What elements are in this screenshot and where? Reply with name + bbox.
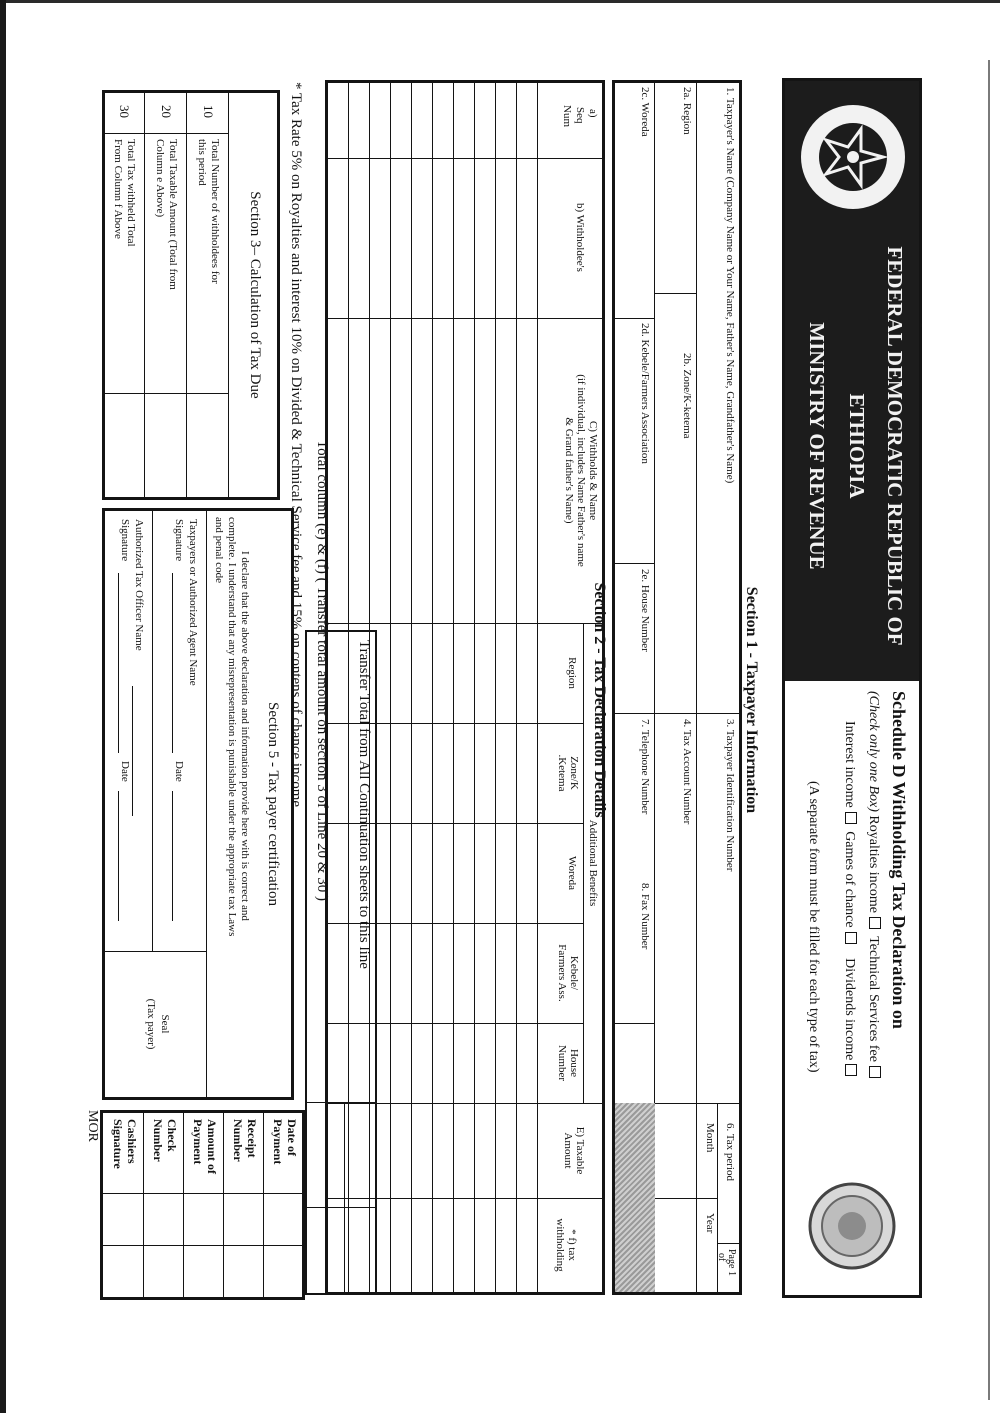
dividends-checkbox[interactable] <box>845 1064 857 1076</box>
cashier-signature-label-1: Cashiers <box>125 1119 139 1164</box>
header-title-line1: FEDERAL DEMOCRATIC REPUBLIC OF <box>883 246 907 646</box>
royalties-label: Royalties income <box>866 815 881 913</box>
col-e-label-2: Amount <box>562 1132 574 1169</box>
col-e-label-1: E) Taxable <box>574 1126 586 1175</box>
col-f-label-1: * f) tax <box>566 1229 578 1261</box>
col-a-label-2: Seq <box>574 107 586 124</box>
tax-account-label: 4. Tax Account Number <box>681 719 693 825</box>
tin-label: 3. Taxpayer Identification Number <box>724 719 736 872</box>
header-title-line2: ETHIOPIA <box>845 393 869 499</box>
check-number-label-1: Check <box>165 1119 179 1152</box>
section3-row30-num: 30 <box>117 105 132 118</box>
section3-row20-num: 20 <box>159 105 174 118</box>
seal-label: Seal <box>159 1014 171 1034</box>
section3-box <box>102 90 280 500</box>
agent-name-label: Taxpayers or Authorized Agent Name <box>187 519 199 686</box>
games-label: Games of chance <box>842 831 857 928</box>
col-woreda-label: Woreda <box>566 856 578 890</box>
taxpayer-name-label: 1. Taxpayer's Name (Company Name or Your Name, Father's Name, Grandfather's Name) <box>724 87 736 484</box>
tax-period-label: 6. Tax period <box>724 1123 736 1181</box>
zone-label: 2b. Zone/K-ketema <box>681 353 693 439</box>
section5-box <box>102 508 294 1100</box>
section3-title: Section 3– Calculation of Tax Due <box>247 191 263 399</box>
col-c-label-3: & Grand father's Name) <box>563 417 575 524</box>
officer-date-label: Date <box>119 761 131 782</box>
interest-label: Interest income <box>842 721 857 808</box>
section2-title: Section 2 - Tax Declaration Details <box>591 582 608 818</box>
emblem-panel <box>785 81 919 681</box>
col-b-label: b) Withholdee's <box>574 203 586 272</box>
footer-mor: MOR <box>85 1110 100 1142</box>
col-a-label-3: Num <box>561 105 573 127</box>
col-kebele-label-2: Farmers Ass. <box>556 944 568 1002</box>
col-a-label-1: a) <box>587 109 599 118</box>
section3-row30-label1: Total Tax withheld Total <box>125 139 137 247</box>
col-c-label-2: (if individual, includes Name Father's name <box>575 374 587 567</box>
col-zone-label-1: Zone/K <box>568 756 580 790</box>
payment-date-label-1: Date of <box>285 1119 299 1156</box>
col-region-label: Region <box>566 657 578 689</box>
section5-title: Section 5 - Tax payer certification <box>265 701 281 906</box>
technical-checkbox[interactable] <box>869 1066 881 1078</box>
month-label: Month <box>704 1123 716 1153</box>
officer-name-label: Authorized Tax Officer Name <box>133 519 145 651</box>
technical-label: Technical Services fee <box>866 936 881 1062</box>
officer-signature-label: Signature <box>119 519 131 562</box>
dividends-label: Dividends income <box>842 958 857 1061</box>
checkbox-row-1 <box>865 691 881 1082</box>
section3-row10-label2: this period <box>196 139 208 186</box>
seal-sub-label: (Tax payer) <box>145 998 157 1050</box>
total-columns-note: Total column (e) & (f) ( Transfer total amount on section 3 of Line 20 & 30 ) <box>314 440 330 901</box>
games-checkbox[interactable] <box>845 932 857 944</box>
section3-row20-label1: Total Taxable Amount (Total from <box>167 139 179 290</box>
receipt-number-label-2: Number <box>231 1119 245 1162</box>
payment-amount-label-1: Amount of <box>205 1119 219 1175</box>
check-instruction: (Check only one Box) <box>866 691 881 812</box>
year-label: Year <box>704 1213 716 1234</box>
payment-date-label-2: Payment <box>271 1119 285 1165</box>
payment-amount-label-2: Payment <box>191 1119 205 1165</box>
col-zone-label-2: .Ketema <box>556 754 568 792</box>
shaded-area <box>615 1103 655 1292</box>
tax-rate-note: * Tax Rate 5% on Royalties and interest 10% on Divided & Technical Service fee and 15% on contens of chance income <box>288 82 304 808</box>
agent-signature-label: Signature <box>173 519 185 562</box>
col-f-label-2: withholding <box>554 1218 566 1272</box>
officer-name-line[interactable] <box>132 686 133 816</box>
section3-row10-label1: Total Number of withholdees for <box>209 139 221 284</box>
royalties-checkbox[interactable] <box>869 917 881 929</box>
ministry-seal-icon <box>807 1181 897 1271</box>
agent-signature-line[interactable] <box>172 573 173 753</box>
agent-date-label: Date <box>173 761 185 782</box>
separate-form-note: (A separate form must be filled for each type of tax) <box>806 781 821 1073</box>
section1-title: Section 1 - Taxpayer Information <box>743 586 760 814</box>
cashier-signature-label-2: Signature <box>111 1119 125 1169</box>
form-header <box>782 78 922 1298</box>
house-number-label: 2e. House Number <box>639 569 651 652</box>
fax-label: 8. Fax Number <box>639 883 651 950</box>
receipt-number-label-1: Receipt <box>245 1119 259 1158</box>
col-c-label-1: C) Withholds & Name <box>587 420 599 521</box>
form-title: Schedule D Withholding Tax Declaration on <box>889 691 909 1029</box>
page-label: Page 1 <box>726 1249 737 1276</box>
interest-checkbox[interactable] <box>845 812 857 824</box>
region-label: 2a. Region <box>681 87 693 135</box>
officer-date-line[interactable] <box>118 791 119 921</box>
col-house-label-2: Number <box>556 1044 568 1082</box>
agent-date-line[interactable] <box>172 791 173 921</box>
header-title-line3: MINISTRY OF REVENUE <box>805 322 829 570</box>
officer-signature-line[interactable] <box>118 573 119 753</box>
page-of-label: of <box>716 1253 727 1262</box>
telephone-label: 7. Telephone Number <box>639 719 651 815</box>
declaration-line2: complete. I understand that any misrepresentation is punishable under the appropriate tax Laws <box>226 517 238 937</box>
declaration-line3: and penal code <box>213 517 225 583</box>
section3-row30-label2: From Column f Above <box>112 139 124 239</box>
section3-row20-label2: Column e Above) <box>154 139 166 218</box>
checkbox-row-2 <box>841 721 857 1080</box>
declaration-line1: I declare that the above declaration and information provide here with is correct and <box>239 551 251 921</box>
woreda-label: 2c. Woreda <box>639 87 651 137</box>
ethiopian-emblem-icon <box>797 101 909 213</box>
section1-grid <box>612 80 742 1295</box>
col-house-label-1: House <box>568 1048 580 1078</box>
payment-box <box>100 1110 305 1300</box>
col-kebele-label-1: Kebele/ <box>568 955 580 991</box>
kebele-label: 2d. Kebele/Farmers Association <box>639 323 651 464</box>
section3-row10-num: 10 <box>201 105 216 118</box>
additional-benefits-label: Additional Benefits <box>587 819 599 907</box>
check-number-label-2: Number <box>151 1119 165 1162</box>
transfer-total-note: Transfer Total from All Continuation sheets to this line <box>356 640 372 969</box>
